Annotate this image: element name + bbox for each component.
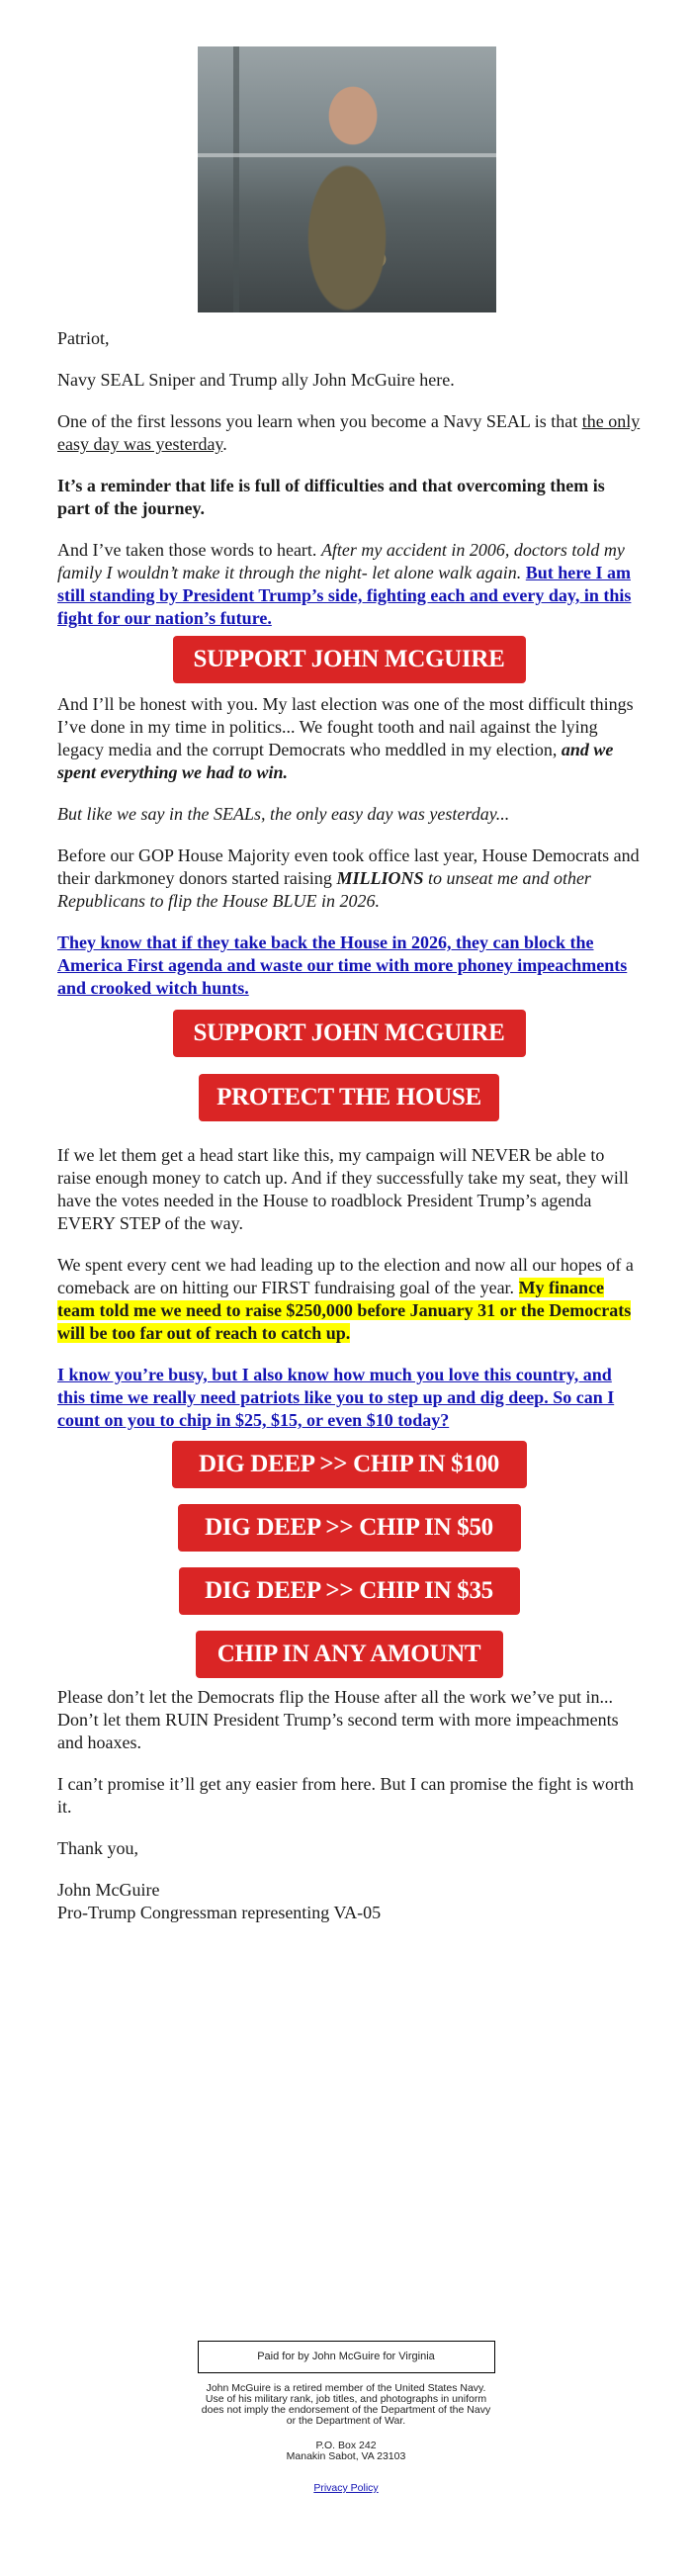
before-bold-italic: MILLIONS: [336, 868, 424, 888]
email-body: [57, 327, 641, 1943]
heart-text: And I’ve taken those words to heart.: [57, 540, 321, 560]
lesson-underlined: the only easy day was yesterday: [57, 411, 641, 454]
spent-text: We spent every cent we had leading up to the election and now all our hopes of a comeback are on hitting our FIRST fundraising goal of the year.: [57, 1255, 634, 1297]
chip-50-button[interactable]: DIG DEEP >> CHIP IN $50: [178, 1504, 521, 1552]
before-text: Before our GOP House Majority even took office last year, House Democrats and their darkmoney donors started raising: [57, 845, 640, 888]
hero-photo: [198, 46, 496, 312]
headstart-paragraph: If we let them get a head start like this, my campaign will NEVER be able to raise enough money to catch up. And if they successfully take my seat, they will have the votes needed in the House to roadblock President Trump’s agenda EVERY STEP of the way.: [57, 1145, 629, 1233]
signature-name: John McGuire: [57, 1880, 160, 1900]
footer: [0, 2341, 692, 2496]
promise-paragraph: I can’t promise it’ll get any easier from here. But I can promise the fight is worth it.: [57, 1774, 634, 1817]
busy-link[interactable]: I know you’re busy, but I also know how much you love this country, and this time we really need patriots like you to step up and dig deep. So can I count on you to chip in $25, $15, or even $10 today?: [57, 1365, 615, 1430]
lesson-text: One of the first lessons you learn when you become a Navy SEAL is that: [57, 411, 582, 431]
heart-paragraph: [57, 539, 641, 630]
spent-highlight: My finance team told me we need to raise $250,000 before January 31 or the Democrats will be too far out of reach to catch up.: [57, 1278, 632, 1343]
signature: [57, 1879, 641, 1924]
address-line-2: Manakin Sabot, VA 23103: [286, 2450, 406, 2462]
honest-text: And I’ll be honest with you. My last election was one of the most difficult things I’ve done in my time in politics... We fought tooth and nail against the lying legacy media and the corrupt Democrats who meddled in my election,: [57, 694, 634, 759]
before-paragraph: [57, 844, 641, 913]
paid-for-box: Paid for by John McGuire for Virginia: [198, 2341, 495, 2373]
greeting: Patriot,: [57, 328, 110, 348]
honest-paragraph: [57, 693, 641, 784]
photo-rail: [198, 153, 496, 157]
signature-title: Pro-Trump Congressman representing VA-05: [57, 1903, 382, 1922]
address-line-1: P.O. Box 242: [315, 2440, 377, 2451]
military-disclaimer: John McGuire is a retired member of the United States Navy. Use of his military rank, job titles, and photographs in uniform does not imply the endorsement of the Department of the Navy or the Department of War.: [201, 2382, 491, 2427]
heart-link[interactable]: But here I am still standing by President Trump’s side, fighting each and every day, in this fight for our nation’s future.: [57, 563, 632, 628]
chip-any-amount-button[interactable]: CHIP IN ANY AMOUNT: [196, 1631, 503, 1678]
busy-paragraph: [57, 1364, 641, 1432]
intro-paragraph: Navy SEAL Sniper and Trump ally John McGuire here.: [57, 370, 455, 390]
support-button[interactable]: SUPPORT JOHN MCGUIRE: [173, 636, 526, 683]
photo-mast: [233, 46, 239, 312]
lesson-paragraph: [57, 410, 641, 456]
lesson-end: .: [222, 434, 227, 454]
support-button-2[interactable]: SUPPORT JOHN MCGUIRE: [173, 1010, 526, 1057]
reminder-paragraph: It’s a reminder that life is full of difficulties and that overcoming them is part of the journey.: [57, 476, 605, 518]
chip-100-button[interactable]: DIG DEEP >> CHIP IN $100: [172, 1441, 527, 1488]
spent-paragraph: [57, 1254, 641, 1345]
seals-paragraph: But like we say in the SEALs, the only easy day was yesterday...: [57, 804, 510, 824]
honest-bold-italic: and we spent everything we had to win.: [57, 740, 614, 782]
chip-35-button[interactable]: DIG DEEP >> CHIP IN $35: [179, 1567, 520, 1615]
please-paragraph: Please don’t let the Democrats flip the House after all the work we’ve put in... Don’t let them RUIN President Trump’s second term with more impeachments and hoaxes.: [57, 1687, 619, 1752]
theyknow-link[interactable]: They know that if they take back the House in 2026, they can block the America First agenda and waste our time with more phoney impeachments and crooked witch hunts.: [57, 933, 628, 998]
protect-house-button[interactable]: PROTECT THE HOUSE: [199, 1074, 499, 1121]
mailing-address: [0, 2441, 692, 2462]
before-italic: to unseat me and other Republicans to flip the House BLUE in 2026.: [57, 868, 591, 911]
signoff: Thank you,: [57, 1838, 138, 1858]
theyknow-paragraph: [57, 932, 641, 1000]
heart-italic: After my accident in 2006, doctors told my family I wouldn’t make it through the night- let alone walk again.: [57, 540, 625, 582]
privacy-policy-link[interactable]: Privacy Policy: [313, 2482, 379, 2494]
